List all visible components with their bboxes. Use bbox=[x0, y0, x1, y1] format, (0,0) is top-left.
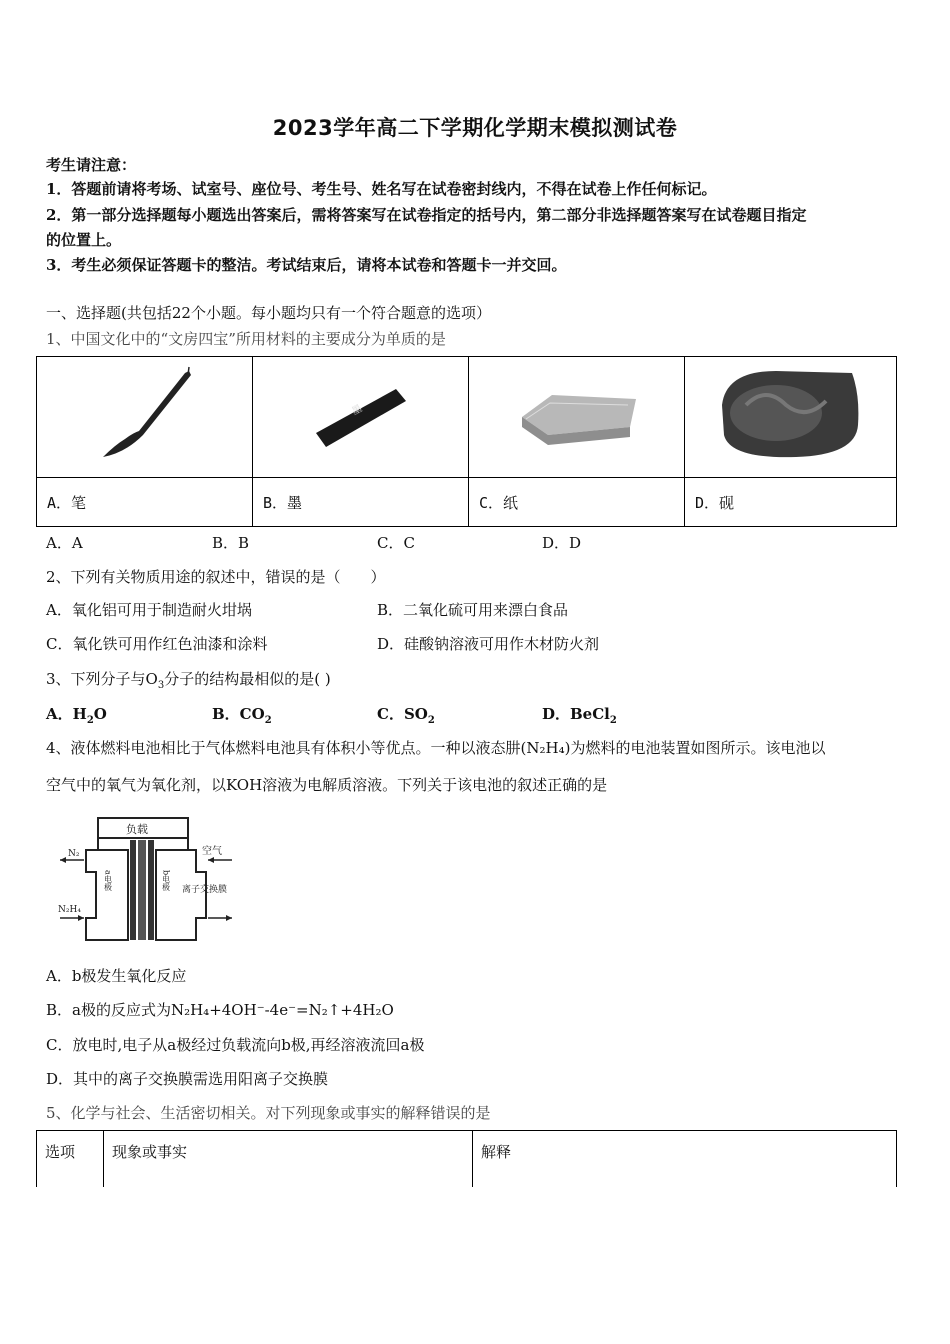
page-title: 2023学年高二下学期化学期末模拟测试卷 bbox=[272, 116, 678, 140]
n2h4-label: N₂H₄ bbox=[58, 905, 81, 915]
membrane-label: 离子交换膜 bbox=[182, 885, 228, 895]
q3-stem: 3、下列分子与$O_3$分子的结构最相似的是( ) bbox=[46, 670, 331, 691]
q1-option-c: C．C bbox=[377, 534, 415, 552]
air-label: 空气 bbox=[202, 846, 222, 857]
q4-option-c: C．放电时,电子从a极经过负载流向b极,再经溶液流回a极 bbox=[46, 1036, 425, 1054]
q5-header-option: 选项 bbox=[37, 1131, 104, 1188]
paper-stack-icon bbox=[512, 375, 642, 455]
q4-option-b: B．a极的反应式为N₂H₄+4OH⁻-4e⁻=N₂↑+4H₂O bbox=[46, 1001, 394, 1019]
notice-item: 1．答题前请将考场、试室号、座位号、考生号、姓名写在试卷密封线内，不得在试卷上作任何标记。 bbox=[46, 180, 717, 198]
q4-option-a: A．b极发生氧化反应 bbox=[46, 967, 187, 985]
q4-stem-line1: 4、液体燃料电池相比于气体燃料电池具有体积小等优点。一种以液态肼(N₂H₄)为燃料的电池装置如图所示。该电池以 bbox=[46, 739, 826, 757]
ink-stick-image bbox=[253, 357, 469, 478]
q2-stem: 2、下列有关物质用途的叙述中，错误的是（ ） bbox=[46, 568, 386, 586]
brush-image bbox=[37, 357, 253, 478]
section-heading: 一、选择题(共包括22个小题。每小题均只有一个符合题意的选项） bbox=[46, 304, 491, 322]
notice-item: 3．考生必须保证答题卡的整洁。考试结束后，请将本试卷和答题卡一并交回。 bbox=[46, 256, 567, 274]
q1-option-a: A．A bbox=[46, 534, 83, 552]
inkstone-image bbox=[685, 357, 897, 478]
inkstone-icon bbox=[716, 365, 866, 465]
q1-option-b: B．B bbox=[212, 534, 250, 552]
electrode-a-label: a电极 bbox=[103, 870, 113, 891]
q2-option-b: B．二氧化硫可用来漂白食品 bbox=[377, 601, 569, 619]
q2-option-d: D．硅酸钠溶液可用作木材防火剂 bbox=[377, 635, 600, 653]
q3-option-b: B．$CO_2$ bbox=[212, 705, 272, 726]
q3-option-c: C．$SO_2$ bbox=[377, 705, 435, 726]
q2-option-c: C．氧化铁可用作红色油漆和涂料 bbox=[46, 635, 268, 653]
q3-option-d: D．BeCl$_2$ bbox=[542, 705, 617, 726]
q1-label: D．砚 bbox=[685, 478, 897, 527]
q4-option-d: D．其中的离子交换膜需选用阳离子交换膜 bbox=[46, 1070, 329, 1088]
fuel-cell-diagram bbox=[56, 810, 236, 946]
n2-label: N₂ bbox=[68, 849, 80, 859]
paper-image bbox=[469, 357, 685, 478]
q1-label: A．笔 bbox=[37, 478, 253, 527]
load-label: 负载 bbox=[126, 823, 148, 836]
q5-header-explanation: 解释 bbox=[473, 1131, 897, 1188]
q2-option-a: A．氧化铝可用于制造耐火坩埚 bbox=[46, 601, 252, 619]
q1-stem: 1、中国文化中的“文房四宝”所用材料的主要成分为单质的是 bbox=[46, 330, 446, 348]
q1-label: B．墨 bbox=[253, 478, 469, 527]
electrode-b-label: b电极 bbox=[161, 870, 171, 892]
brush-icon bbox=[85, 365, 205, 465]
q1-option-d: D．D bbox=[542, 534, 582, 552]
svg-text:墨: 墨 bbox=[349, 403, 364, 418]
q3-option-a: A．$H_2O$ bbox=[46, 705, 107, 726]
ink-stick-icon bbox=[306, 375, 416, 455]
q1-image-table bbox=[36, 356, 897, 527]
notice-heading: 考生请注意： bbox=[46, 156, 137, 174]
q4-stem-line2: 空气中的氧气为氧化剂，以KOH溶液为电解质溶液。下列关于该电池的叙述正确的是 bbox=[46, 776, 608, 794]
notice-item: 的位置上。 bbox=[46, 231, 122, 249]
notice-item: 2．第一部分选择题每小题选出答案后，需将答案写在试卷指定的括号内，第二部分非选择题答案写在试卷题目指定 bbox=[46, 206, 807, 224]
q5-header-fact: 现象或事实 bbox=[104, 1131, 473, 1188]
q5-stem: 5、化学与社会、生活密切相关。对下列现象或事实的解释错误的是 bbox=[46, 1104, 491, 1122]
q5-table bbox=[36, 1130, 897, 1187]
q1-label: C．纸 bbox=[469, 478, 685, 527]
